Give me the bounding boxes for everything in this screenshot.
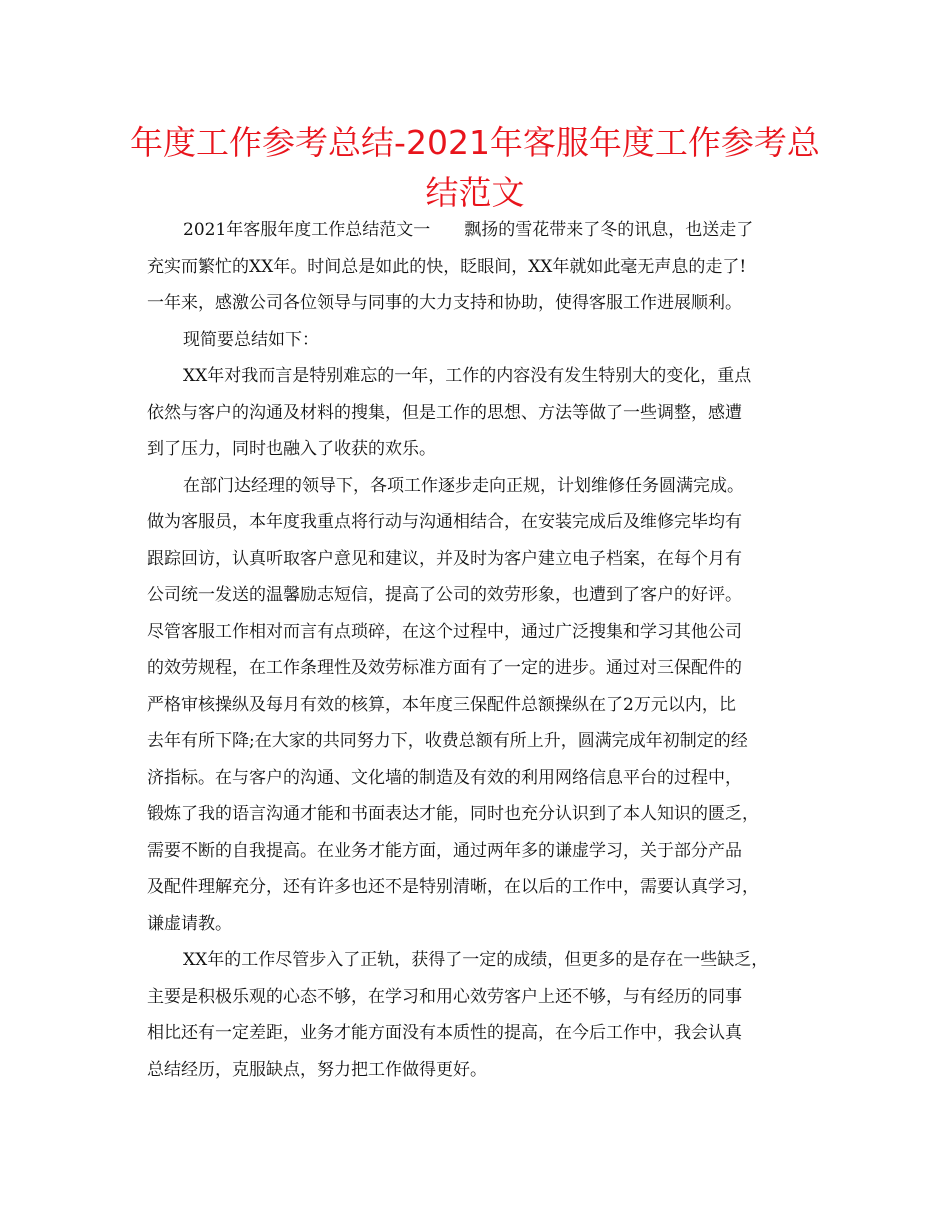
paragraph <box>147 212 812 322</box>
document-body <box>147 212 812 1088</box>
text-line: 现简要总结如下： <box>183 329 319 350</box>
text-line: 去年有所下降;在大家的共同努力下，收费总额有所上升，圆满完成年初制定的经 <box>147 731 748 751</box>
text-line: 跟踪回访，认真听取客户意见和建议，并及时为客户建立电子档案，在每个月有 <box>147 548 742 569</box>
text-line: 充实而繁忙的XX年。时间总是如此的快，眨眼间，XX年就如此毫无声息的走了! <box>147 256 747 277</box>
text-line: 在部门达经理的领导下，各项工作逐步走向正规，计划维修任务圆满完成。 <box>183 475 744 496</box>
paragraph <box>147 322 812 359</box>
text-line: 一年来，感激公司各位领导与同事的大力支持和协助，使得客服工作进展顺利。 <box>147 293 742 313</box>
text-line: 锻炼了我的语言沟通才能和书面表达才能，同时也充分认识到了本人知识的匮乏， <box>147 804 759 824</box>
text-line: 公司统一发送的温馨励志短信，提高了公司的效劳形象，也遭到了客户的好评。 <box>147 585 742 605</box>
text-line: 尽管客服工作相对而言有点琐碎，在这个过程中，通过广泛搜集和学习其他公司 <box>147 621 742 642</box>
text-line: 严格审核操纵及每月有效的核算，本年度三保配件总额操纵在了2万元以内，比 <box>147 694 736 715</box>
text-line: 相比还有一定差距，业务才能方面没有本质性的提高，在今后工作中，我会认真 <box>147 1023 742 1043</box>
text-line: 的效劳规程，在工作条理性及效劳标准方面有了一定的进步。通过对三保配件的 <box>147 658 742 678</box>
text-line: XX年对我而言是特别难忘的一年，工作的内容没有发生特别大的变化，重点 <box>183 366 752 386</box>
text-line: 依然与客户的沟通及材料的搜集，但是工作的思想、方法等做了一些调整，感遭 <box>147 402 742 423</box>
document-title <box>130 118 820 218</box>
paragraph <box>147 358 812 468</box>
paragraph <box>147 942 812 1088</box>
text-line: 2021年客服年度工作总结范文一 飘扬的雪花带来了冬的讯息，也送走了 <box>183 220 754 240</box>
text-line: XX年的工作尽管步入了正轨，获得了一定的成绩，但更多的是存在一些缺乏， <box>183 950 769 970</box>
text-line: 主要是积极乐观的心态不够，在学习和用心效劳客户上还不够，与有经历的同事 <box>147 986 742 1007</box>
text-line: 及配件理解充分，还有许多也还不是特别清晰，在以后的工作中，需要认真学习， <box>147 877 759 897</box>
title-line: 年度工作参考总结-2021年客服年度工作参考总 <box>130 123 820 162</box>
text-line: 需要不断的自我提高。在业务才能方面，通过两年多的谦虚学习，关于部分产品 <box>147 840 742 861</box>
text-line: 谦虚请教。 <box>147 913 232 934</box>
text-line: 总结经历，克服缺点，努力把工作做得更好。 <box>147 1059 487 1080</box>
text-line: 做为客服员，本年度我重点将行动与沟通相结合，在安装完成后及维修完毕均有 <box>147 512 742 532</box>
paragraph <box>147 468 812 943</box>
text-line: 到了压力，同时也融入了收获的欢乐。 <box>147 439 436 459</box>
title-line: 结范文 <box>425 173 525 212</box>
text-line: 济指标。在与客户的沟通、文化墙的制造及有效的利用网络信息平台的过程中， <box>147 767 742 788</box>
